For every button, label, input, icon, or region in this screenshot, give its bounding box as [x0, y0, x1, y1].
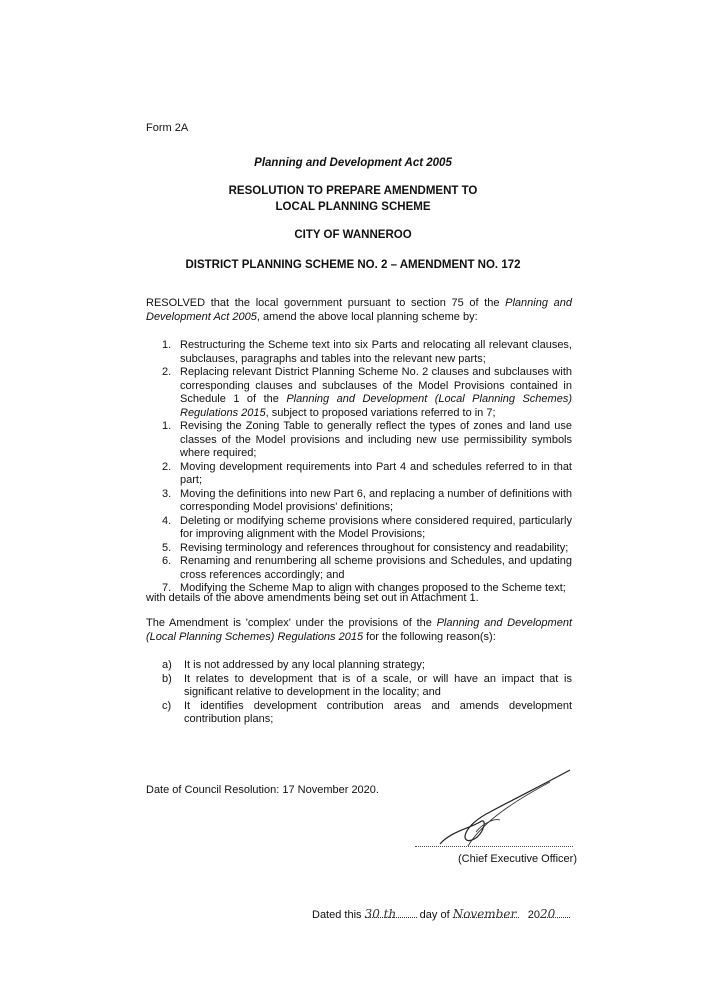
list-item: 5. Revising terminology and references throughout for consistency and readability;: [162, 541, 569, 554]
year-prefix: 20: [527, 909, 540, 921]
month-field: [452, 907, 519, 921]
month-handwritten: November: [452, 907, 517, 921]
amendment-items-list: [162, 339, 572, 596]
signature-line: [415, 846, 573, 847]
list-item: 7. Modifying the Scheme Map to align with changes proposed to the Scheme text;: [162, 582, 566, 594]
resolved-paragraph: RESOLVED that the local government pursuant to section 75 of the Planning and Development Act 2005, amend the above local planning scheme by:: [146, 297, 572, 323]
details-paragraph: with details of the above amendments being set out in Attachment 1.: [146, 592, 479, 604]
list-item: 3. Moving the definitions into new Part 6, and replacing a number of definitions with corresponding Model provisions' definitions;: [162, 487, 572, 513]
dated-line: [312, 907, 570, 921]
council-resolution-date: Date of Council Resolution: 17 November 2020.: [146, 784, 379, 796]
signature-image: [410, 766, 585, 856]
list-item: 2. Replacing relevant District Planning Scheme No. 2 clauses and subclauses with corresponding clauses and subclauses of the Model Provisions contained in Schedule 1 of the Planning and Development (Local Planning Schemes) Regulations 2015, subject to proposed variations referred to in 7;: [162, 366, 572, 419]
heading-line-2: LOCAL PLANNING SCHEME: [275, 201, 431, 213]
list-item: 6. Renaming and renumbering all scheme provisions and Schedules, and updating cross references accordingly; and: [162, 555, 572, 581]
list-item: 4. Deleting or modifying scheme provisions where considered required, particularly for improving alignment with the Model Provisions;: [162, 514, 572, 540]
list-item: c) It identifies development contribution areas and amends development contribution plans;: [162, 699, 572, 725]
list-item: 1. Revising the Zoning Table to generally reflect the types of zones and land use classes of the Model provisions and including new use permissibility symbols where required;: [162, 420, 572, 459]
scheme-title: DISTRICT PLANNING SCHEME NO. 2 – AMENDMENT NO. 172: [185, 259, 521, 271]
day-of-label: day of: [419, 909, 450, 921]
ceo-label: (Chief Executive Officer): [458, 853, 578, 865]
list-item: a) It is not addressed by any local planning strategy;: [162, 659, 425, 671]
complex-paragraph: The Amendment is 'complex' under the provisions of the Planning and Development (Local Planning Schemes) Regulations 2015 for the following reason(s):: [146, 617, 572, 643]
year-handwritten: 20: [540, 907, 556, 921]
form-label: Form 2A: [146, 122, 189, 134]
day-handwritten: 30 th: [364, 907, 397, 921]
reasons-list: [162, 659, 572, 727]
dated-prefix: Dated this: [312, 909, 362, 921]
city-name: CITY OF WANNEROO: [294, 229, 412, 241]
act-title: Planning and Development Act 2005: [254, 157, 452, 169]
day-field: [364, 907, 417, 921]
list-item: 2. Moving development requirements into Part 4 and schedules referred to in that part;: [162, 460, 572, 486]
list-item: 1. Restructuring the Scheme text into six Parts and relocating all relevant clauses, subclauses, paragraphs and tables into the relevant new parts;: [162, 339, 572, 365]
list-item: b) It relates to development that is of a scale, or will have an impact that is significant relative to development in the locality; and: [162, 672, 572, 698]
year-field: [540, 907, 570, 921]
heading-line-1: RESOLUTION TO PREPARE AMENDMENT TO: [228, 185, 478, 197]
